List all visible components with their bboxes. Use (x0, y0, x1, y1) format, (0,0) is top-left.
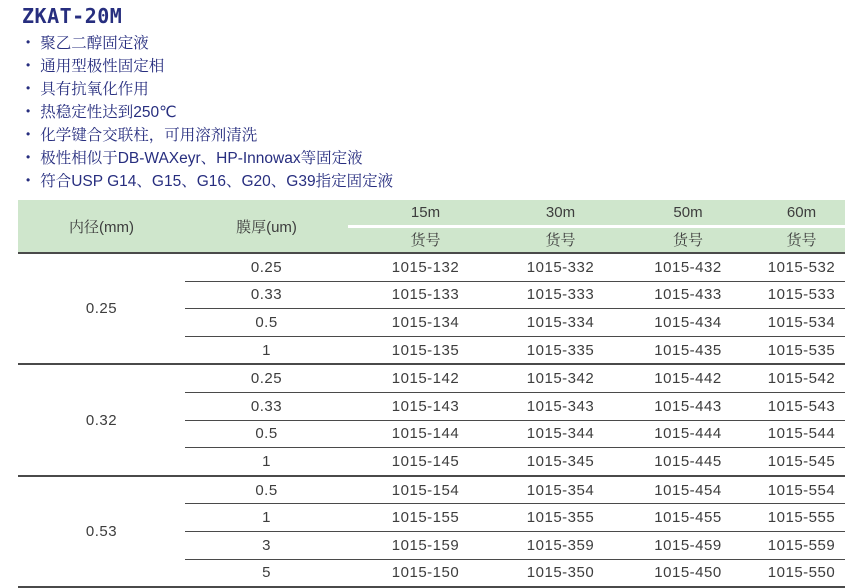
catalog-number-cell: 1015-144 (391, 425, 460, 443)
film-thickness-cell: 1 (262, 509, 271, 527)
catalog-number-cell: 1015-532 (767, 258, 836, 276)
table-row (185, 503, 845, 531)
catalog-number-cell: 1015-559 (767, 536, 836, 554)
header-length-15m: 15m (410, 203, 441, 221)
bullet-icon: • (26, 149, 31, 164)
table-group-0.53 (18, 475, 845, 586)
catalog-number-cell: 1015-533 (767, 286, 836, 304)
header-catalog-label: 货号 (786, 232, 817, 250)
catalog-number-cell: 1015-535 (767, 341, 836, 359)
table-row (185, 365, 845, 392)
header-length-columns (348, 200, 845, 252)
catalog-number-cell: 1015-534 (767, 313, 836, 331)
feature-text: 极性相似于DB-WAXeyr、HP-Innowax等固定液 (40, 149, 363, 167)
catalog-number-cell: 1015-434 (654, 313, 722, 331)
catalog-number-cell: 1015-544 (767, 425, 836, 443)
table-row (185, 392, 845, 420)
feature-text: 化学键合交联柱，可用溶剂清洗 (40, 127, 258, 144)
table-group-0.25 (18, 252, 845, 363)
group-rows (185, 254, 845, 363)
bullet-icon: • (26, 172, 31, 187)
catalog-number-cell: 1015-344 (526, 425, 595, 443)
catalog-number-cell: 1015-444 (654, 425, 722, 443)
table-row (185, 559, 845, 587)
feature-text: 通用型极性固定相 (40, 58, 165, 76)
table-row (185, 420, 845, 448)
table-row (185, 531, 845, 559)
film-thickness-cell: 5 (262, 564, 271, 582)
feature-item (26, 168, 393, 191)
group-rows (185, 365, 845, 474)
inner-diameter-cell: 0.53 (85, 522, 118, 540)
catalog-number-cell: 1015-455 (654, 509, 722, 527)
catalog-number-cell: 1015-334 (526, 313, 595, 331)
catalog-number-cell: 1015-433 (654, 286, 722, 304)
feature-item (26, 145, 393, 168)
header-length-30m: 30m (545, 203, 576, 221)
catalog-number-cell: 1015-342 (526, 370, 595, 388)
catalog-number-cell: 1015-359 (526, 536, 595, 554)
header-catalog-label: 货号 (410, 232, 441, 250)
catalog-number-cell: 1015-350 (526, 564, 595, 582)
catalog-number-cell: 1015-354 (526, 481, 595, 499)
catalog-number-cell: 1015-132 (391, 258, 460, 276)
header-length-60m: 60m (786, 203, 817, 221)
catalog-number-cell: 1015-545 (767, 452, 836, 470)
catalog-number-cell: 1015-435 (654, 341, 722, 359)
catalog-number-cell: 1015-159 (391, 536, 460, 554)
feature-item (26, 31, 393, 54)
film-thickness-cell: 0.5 (255, 425, 278, 443)
table-group-0.32 (18, 363, 845, 474)
film-thickness-cell: 0.33 (250, 397, 283, 415)
film-thickness-cell: 0.5 (255, 481, 278, 499)
feature-item (26, 123, 393, 146)
catalog-number-cell: 1015-543 (767, 397, 836, 415)
catalog-number-cell: 1015-432 (654, 258, 722, 276)
inner-diameter-cell: 0.32 (85, 411, 118, 429)
film-thickness-cell: 0.25 (250, 370, 283, 388)
catalog-number-cell: 1015-343 (526, 397, 595, 415)
catalog-number-cell: 1015-332 (526, 258, 595, 276)
header-catalog-label: 货号 (545, 232, 576, 250)
feature-text: 热稳定性达到250℃ (40, 104, 177, 122)
bullet-icon: • (26, 35, 31, 50)
feature-list (26, 31, 393, 191)
header-catalog-row (348, 228, 845, 253)
product-table (18, 200, 845, 588)
film-thickness-cell: 1 (262, 341, 271, 359)
table-row (185, 281, 845, 309)
film-thickness-cell: 1 (262, 452, 271, 470)
catalog-number-cell: 1015-142 (391, 370, 460, 388)
catalog-number-cell: 1015-454 (654, 481, 722, 499)
feature-text: 具有抗氧化作用 (40, 81, 149, 99)
film-thickness-cell: 0.25 (250, 258, 283, 276)
header-length-50m: 50m (673, 203, 703, 221)
catalog-number-cell: 1015-143 (391, 397, 460, 415)
catalog-number-cell: 1015-459 (654, 536, 722, 554)
bullet-icon: • (26, 58, 31, 73)
bullet-icon: • (26, 104, 31, 119)
catalog-number-cell: 1015-150 (391, 564, 460, 582)
inner-diameter-cell: 0.25 (85, 300, 118, 318)
catalog-number-cell: 1015-134 (391, 313, 460, 331)
film-thickness-cell: 3 (262, 536, 271, 554)
catalog-number-cell: 1015-335 (526, 341, 595, 359)
group-rows (185, 477, 845, 586)
bullet-icon: • (26, 81, 31, 96)
table-body (18, 252, 845, 588)
table-row (185, 308, 845, 336)
header-inner-diameter: 内径(mm) (69, 218, 134, 236)
catalog-number-cell: 1015-445 (654, 452, 722, 470)
feature-item (26, 54, 393, 77)
table-header (18, 200, 845, 252)
table-row (185, 447, 845, 475)
catalog-number-cell: 1015-355 (526, 509, 595, 527)
catalog-number-cell: 1015-345 (526, 452, 595, 470)
catalog-number-cell: 1015-554 (767, 481, 836, 499)
table-row (185, 477, 845, 504)
header-catalog-label: 货号 (672, 232, 703, 250)
feature-text: 聚乙二醇固定液 (40, 35, 149, 53)
catalog-number-cell: 1015-145 (391, 452, 460, 470)
catalog-number-cell: 1015-333 (526, 286, 595, 304)
catalog-number-cell: 1015-450 (654, 564, 722, 582)
catalog-number-cell: 1015-135 (391, 341, 460, 359)
table-row (185, 336, 845, 364)
catalog-number-cell: 1015-550 (767, 564, 836, 582)
feature-item (26, 100, 393, 123)
film-thickness-cell: 0.33 (250, 286, 283, 304)
header-length-row (348, 200, 845, 225)
catalog-number-cell: 1015-542 (767, 370, 836, 388)
catalog-number-cell: 1015-555 (767, 509, 836, 527)
bullet-icon: • (26, 127, 31, 141)
feature-item (26, 77, 393, 100)
catalog-number-cell: 1015-133 (391, 286, 460, 304)
catalog-number-cell: 1015-442 (654, 370, 722, 388)
catalog-number-cell: 1015-155 (391, 509, 460, 527)
page-title: ZKAT-20M (22, 4, 123, 28)
feature-text: 符合USP G14、G15、G16、G20、G39指定固定液 (40, 172, 394, 190)
catalog-number-cell: 1015-443 (654, 397, 722, 415)
catalog-number-cell: 1015-154 (391, 481, 460, 499)
film-thickness-cell: 0.5 (255, 313, 278, 331)
table-row (185, 254, 845, 281)
header-film-thickness: 膜厚(um) (236, 218, 297, 236)
